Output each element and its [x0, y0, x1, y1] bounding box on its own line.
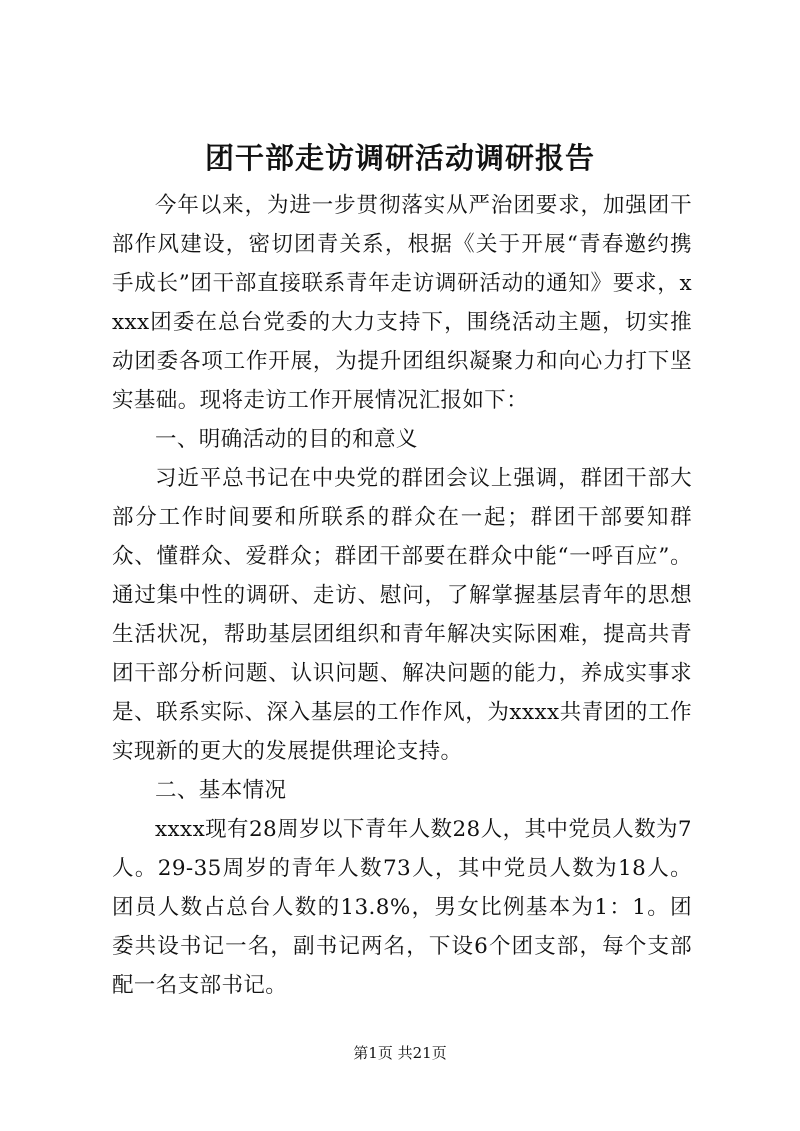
- section-heading-basic-situation: 二、基本情况: [155, 778, 287, 803]
- purpose-paragraph: 习近平总书记在中央党的群团会议上强调，群团干部大部分工作时间要和所联系的群众在一起；群团干部要知群众、懂群众、爱群众；群团干部要在群众中能“一呼百应”。通过集中性的调研、走访、慰问，了解掌握基层青年的思想生活状况，帮助基层团组织和青年解决实际困难，提高共青团干部分析问题、认识问题、解决问题的能力，养成实事求是、联系实际、深入基层的工作作风，为xxxx共青团的工作实现新的更大的发展提供理论支持。: [112, 466, 692, 764]
- intro-paragraph: 今年以来，为进一步贯彻落实从严治团要求，加强团干部作风建设，密切团青关系，根据《关于开展“青春邀约携手成长”团干部直接联系青年走访调研活动的通知》要求，xxxx团委在总台党委的大力支持下，围绕活动主题，切实推动团委各项工作开展，为提升团组织凝聚力和向心力打下坚实基础。现将走访工作开展情况汇报如下：: [112, 193, 692, 413]
- page-number-footer: 第1页 共21页: [353, 1044, 447, 1062]
- basic-situation-paragraph: xxxx现有28周岁以下青年人数28人，其中党员人数为7人。29-35周岁的青年人数73人，其中党员人数为18人。团员人数占总台人数的13.8%，男女比例基本为1：1。团委共设书记一名，副书记两名，下设6个团支部，每个支部配一名支部书记。: [112, 817, 692, 998]
- section-heading-purpose: 一、明确活动的目的和意义: [155, 427, 418, 452]
- document-title: 团干部走访调研活动调研报告: [204, 141, 595, 175]
- document-body: [112, 186, 692, 1005]
